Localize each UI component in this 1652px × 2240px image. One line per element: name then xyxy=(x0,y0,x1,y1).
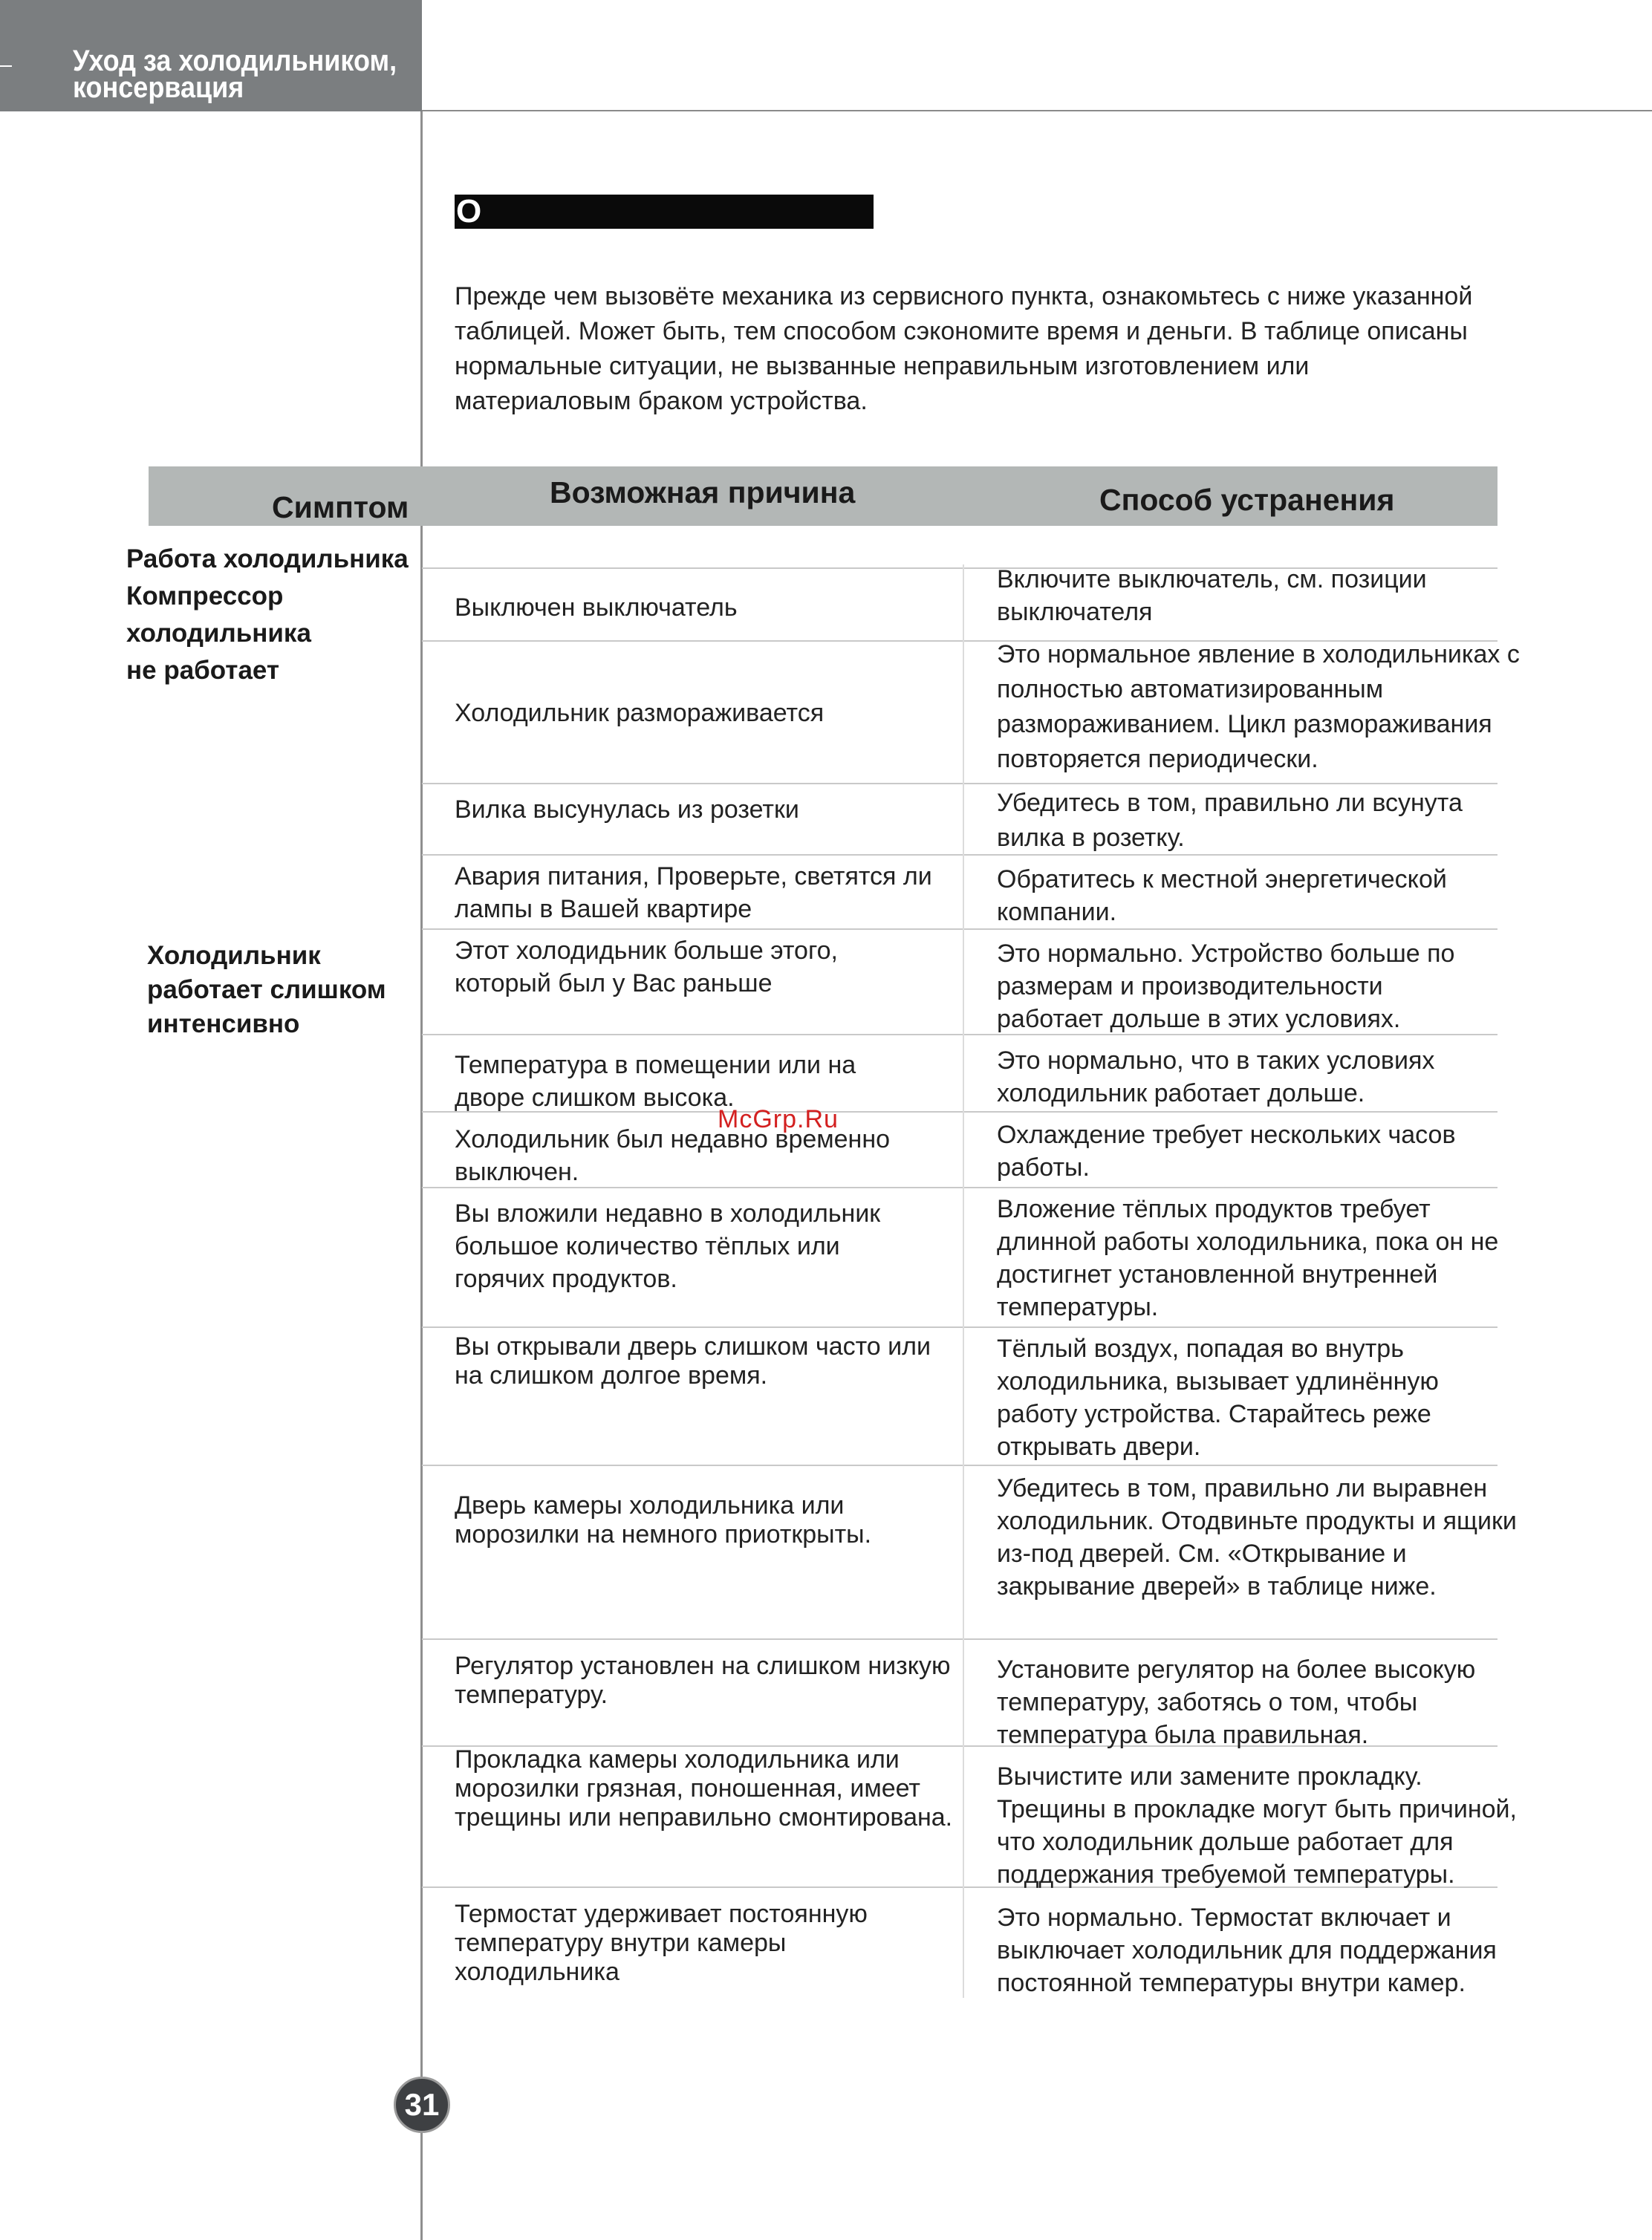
cause-line: Вы вложили недавно в холодильник xyxy=(455,1199,881,1228)
cause-cell xyxy=(455,1745,952,1832)
cause-line: Термостат удерживает постоянную xyxy=(455,1900,868,1928)
solution-line: размораживанием. Цикл размораживания xyxy=(997,710,1492,738)
solution-line: что холодильник дольше работает для xyxy=(997,1828,1454,1856)
solution-cell xyxy=(997,786,1463,856)
symptom-runs-too-much xyxy=(147,939,386,1041)
intro-line: Прежде чем вызовёте механика из сервисного пункта, ознакомьтесь с ниже указанной xyxy=(455,282,1473,310)
solution-line: выключает холодильник для поддержания xyxy=(997,1936,1497,1964)
solution-line: температуру, заботясь о том, чтобы xyxy=(997,1688,1418,1716)
solution-line: Установите регулятор на более высокую xyxy=(997,1655,1476,1684)
heading-fragment: О xyxy=(456,193,482,229)
symptom-line: работает слишком xyxy=(147,975,386,1004)
cause-line: Вилка высунулась из розетки xyxy=(455,795,799,824)
solution-line: температура была правильная. xyxy=(997,1721,1369,1749)
solution-line: работает дольше в этих условиях. xyxy=(997,1005,1401,1033)
solution-cell xyxy=(997,563,1427,628)
cause-line: температуру. xyxy=(455,1681,608,1709)
solution-line: компании. xyxy=(997,898,1117,926)
page-number-badge xyxy=(394,2077,450,2133)
solution-line: из-под дверей. См. «Открывание и xyxy=(997,1540,1407,1568)
solution-cell xyxy=(997,1119,1456,1184)
solution-line: Включите выключатель, см. позиции xyxy=(997,565,1427,593)
solution-line: длинной работы холодильника, пока он не xyxy=(997,1228,1499,1256)
solution-line: холодильника, вызывает удлинённую xyxy=(997,1367,1439,1396)
symptom-line: холодильника xyxy=(126,619,311,648)
row-divider xyxy=(422,1326,1497,1328)
symptom-line: Компрессор xyxy=(126,582,284,611)
solution-line: вилка в розетку. xyxy=(997,824,1185,852)
section-title-line2: консервация xyxy=(73,71,244,104)
cause-line: Дверь камеры холодильника или xyxy=(455,1491,845,1520)
solution-cell xyxy=(997,1044,1434,1110)
solution-line: Это нормально. Термостат включает и xyxy=(997,1904,1451,1932)
cause-line: Этот холодидьник больше этого, xyxy=(455,937,838,965)
solution-cell xyxy=(997,1332,1439,1463)
watermark: McGrp.Ru xyxy=(718,1105,839,1133)
page-number: 31 xyxy=(404,2087,440,2122)
cause-cell xyxy=(455,860,932,925)
solution-line: Обратитесь к местной энергетической xyxy=(997,865,1447,893)
section-tab xyxy=(0,0,422,111)
header-divider xyxy=(422,110,1652,111)
solution-line: выключателя xyxy=(997,598,1153,626)
cause-line: Выключен выключатель xyxy=(455,593,738,622)
solution-cell xyxy=(997,863,1447,928)
row-divider xyxy=(422,1465,1497,1466)
row-divider xyxy=(422,1638,1497,1640)
cause-line: выключен. xyxy=(455,1158,579,1186)
solution-cell xyxy=(997,1193,1498,1324)
cause-cell xyxy=(455,1197,880,1295)
cause-line: Холодильник был недавно временно xyxy=(455,1125,891,1153)
cause-line: большое количество тёплых или xyxy=(455,1232,840,1260)
header-symptom: Симптом xyxy=(272,490,409,524)
cause-line: Холодильник размораживается xyxy=(455,699,825,727)
cause-line: морозилки на немного приоткрыты. xyxy=(455,1520,872,1549)
cause-cell xyxy=(455,1900,868,1987)
intro-line: таблицей. Может быть, тем способом сэкономите время и деньги. В таблице описаны xyxy=(455,317,1468,345)
solution-line: работу устройства. Старайтесь реже xyxy=(997,1400,1431,1428)
cause-cell xyxy=(455,591,738,624)
solution-line: повторяется периодически. xyxy=(997,745,1318,773)
cause-cell xyxy=(455,934,838,1000)
solution-line: Трещины в прокладке могут быть причиной, xyxy=(997,1795,1517,1823)
symptom-line: не работает xyxy=(126,656,280,685)
cause-line: на слишком долгое время. xyxy=(455,1361,768,1390)
symptom-not-working xyxy=(126,541,409,689)
column-divider xyxy=(963,564,964,1998)
intro-line: нормальные ситуации, не вызванные неправильным изготовлением или xyxy=(455,352,1310,380)
solution-line: достигнет установленной внутренней xyxy=(997,1260,1438,1289)
solution-line: Убедитесь в том, правильно ли всунута xyxy=(997,789,1463,817)
cause-cell xyxy=(455,1652,950,1710)
cause-line: дворе слишком высока. xyxy=(455,1084,735,1112)
header-cause: Возможная причина xyxy=(550,475,856,509)
intro-paragraph xyxy=(455,279,1495,419)
solution-cell xyxy=(997,1653,1475,1751)
symptom-line: Холодильник xyxy=(147,941,321,970)
row-divider xyxy=(422,783,1497,784)
cause-cell xyxy=(455,1491,871,1549)
cause-line: температуру внутри камеры xyxy=(455,1929,787,1957)
cause-line: Регулятор установлен на слишком низкую xyxy=(455,1652,951,1680)
solution-line: температуры. xyxy=(997,1293,1159,1321)
solution-line: полностью автоматизированным xyxy=(997,675,1384,703)
cause-line: Авария питания, Проверьте, светятся ли xyxy=(455,862,932,891)
solution-line: Вычистите или замените прокладку. xyxy=(997,1762,1422,1791)
solution-line: холодильник работает дольше. xyxy=(997,1079,1365,1107)
cause-line: трещины или неправильно смонтирована. xyxy=(455,1803,953,1832)
solution-cell xyxy=(997,637,1520,777)
cause-line: холодильника xyxy=(455,1958,620,1986)
solution-line: Это нормально, что в таких условиях xyxy=(997,1046,1435,1075)
cause-cell xyxy=(455,1049,856,1114)
solution-line: Это нормально. Устройство больше по xyxy=(997,940,1455,968)
cause-line: лампы в Вашей квартире xyxy=(455,895,752,923)
solution-line: Вложение тёплых продуктов требует xyxy=(997,1195,1431,1223)
solution-line: постоянной температуры внутри камер. xyxy=(997,1969,1466,1997)
cause-line: морозилки грязная, поношенная, имеет xyxy=(455,1774,920,1803)
solution-line: поддержания требуемой температуры. xyxy=(997,1860,1455,1889)
row-divider xyxy=(422,928,1497,930)
solution-line: холодильник. Отодвиньте продукты и ящики xyxy=(997,1507,1517,1535)
solution-line: работы. xyxy=(997,1153,1090,1182)
solution-line: Охлаждение требует нескольких часов xyxy=(997,1121,1456,1149)
symptom-line: Работа холодильника xyxy=(126,544,409,573)
solution-cell xyxy=(997,1901,1497,1999)
solution-line: размерам и производительности xyxy=(997,972,1383,1000)
intro-line: материаловым браком устройства. xyxy=(455,387,868,415)
solution-cell xyxy=(997,937,1454,1035)
header-solution: Способ устранения xyxy=(1099,483,1395,517)
symptom-line: интенсивно xyxy=(147,1009,300,1038)
solution-line: Тёплый воздух, попадая во внутрь xyxy=(997,1335,1404,1363)
tab-tick-mark xyxy=(0,65,12,67)
solution-cell xyxy=(997,1472,1517,1603)
cause-cell xyxy=(455,793,799,826)
cause-cell xyxy=(455,697,824,729)
section-title-line1: Уход за холодильником, xyxy=(73,45,397,77)
left-margin-rule xyxy=(420,111,423,2240)
section-heading-redacted xyxy=(455,195,874,229)
solution-line: открывать двери. xyxy=(997,1433,1201,1461)
solution-line: Убедитесь в том, правильно ли выравнен xyxy=(997,1474,1488,1502)
cause-cell xyxy=(455,1332,931,1390)
cause-line: Прокладка камеры холодильника или xyxy=(455,1745,900,1774)
cause-line: Температура в помещении или на xyxy=(455,1051,856,1079)
cause-line: Вы открывали дверь слишком часто или xyxy=(455,1332,931,1361)
solution-line: Это нормальное явление в холодильниках с xyxy=(997,640,1520,668)
solution-line: закрывание дверей» в таблице ниже. xyxy=(997,1572,1437,1601)
cause-line: горячих продуктов. xyxy=(455,1265,677,1293)
solution-cell xyxy=(997,1760,1517,1891)
cause-line: который был у Вас раньше xyxy=(455,969,773,997)
